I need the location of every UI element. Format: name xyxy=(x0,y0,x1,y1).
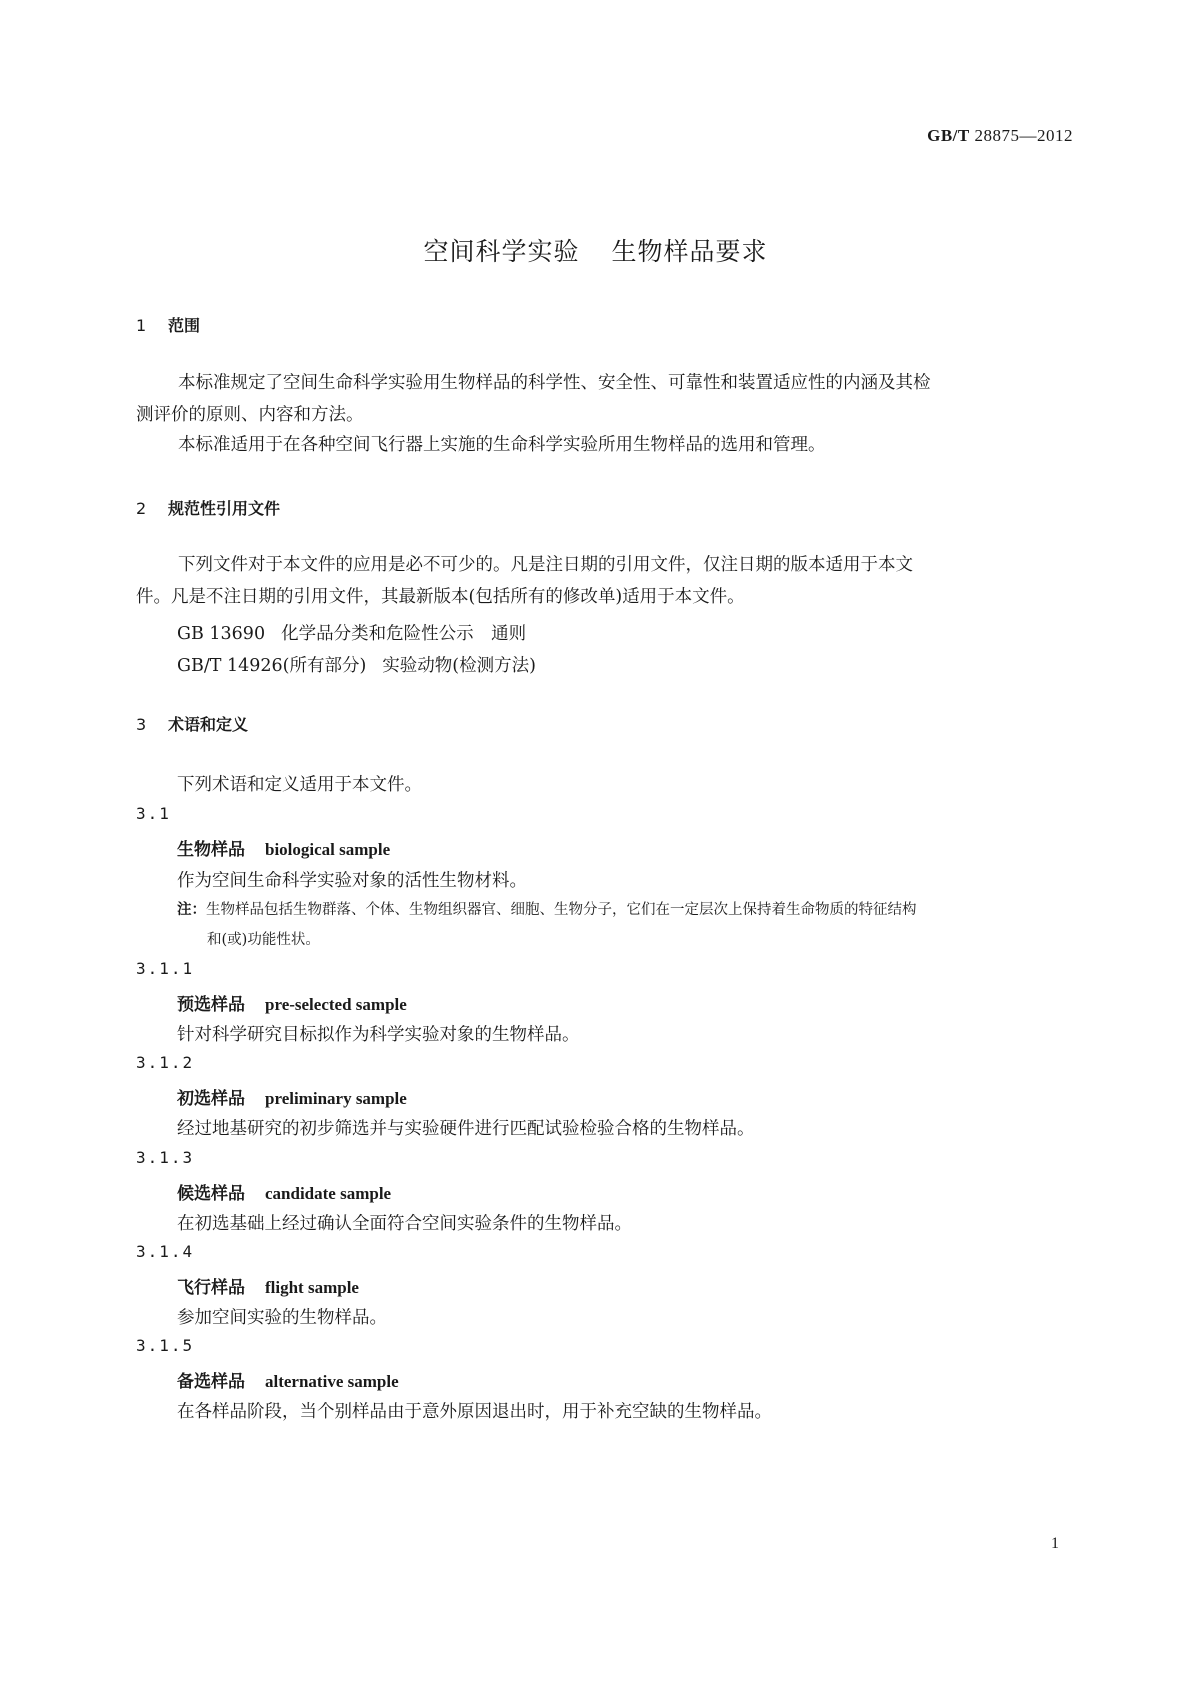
term-definition: 在初选基础上经过确认全面符合空间实验条件的生物样品。 xyxy=(177,1214,632,1234)
term-heading: 飞行样品 flight sample xyxy=(177,1278,359,1298)
clause-number: 3.1.1 xyxy=(136,959,195,978)
term-definition: 参加空间实验的生物样品。 xyxy=(177,1308,387,1328)
clause-number: 3.1.4 xyxy=(136,1242,195,1261)
term-definition: 作为空间生命科学实验对象的活性生物材料。 xyxy=(177,871,527,891)
term-definition: 针对科学研究目标拟作为科学实验对象的生物样品。 xyxy=(177,1025,580,1045)
term-definition: 在各样品阶段，当个别样品由于意外原因退出时，用于补充空缺的生物样品。 xyxy=(177,1402,772,1422)
document-title xyxy=(0,232,1191,268)
clause-number: 3.1 xyxy=(136,804,171,823)
normative-reference: GB 13690 化学品分类和危险性公示 通则 xyxy=(177,624,527,644)
normative-reference: GB/T 14926(所有部分) 实验动物(检测方法) xyxy=(177,656,536,676)
section-1-paragraph-2: 本标准适用于在各种空间飞行器上实施的生命科学实验所用生物样品的选用和管理。 xyxy=(178,435,826,455)
clause-number: 3.1.5 xyxy=(136,1336,195,1355)
section-1-paragraph-1: 本标准规定了空间生命科学实验用生物样品的科学性、安全性、可靠性和装置适应性的内涵及其检 测评价的原则、内容和方法。 xyxy=(136,373,931,425)
title-part-2: 生物样品要求 xyxy=(611,237,768,266)
standard-code: GB/T 28875—2012 xyxy=(927,126,1073,145)
title-part-1: 空间科学实验 xyxy=(423,237,580,266)
term-heading: 候选样品 candidate sample xyxy=(177,1184,392,1204)
term-note: 注：生物样品包括生物群落、个体、生物组织器官、细胞、生物分子，它们在一定层次上保持着生命物质的特征结构 和(或)功能性状。 xyxy=(177,902,917,948)
section-2-heading: 2 规范性引用文件 xyxy=(136,499,281,518)
term-heading: 备选样品 alternative sample xyxy=(177,1372,399,1392)
section-3-intro: 下列术语和定义适用于本文件。 xyxy=(177,775,422,795)
clause-number: 3.1.2 xyxy=(136,1053,195,1072)
section-3-heading: 3 术语和定义 xyxy=(136,715,249,734)
term-heading: 生物样品 biological sample xyxy=(177,840,391,860)
clause-number: 3.1.3 xyxy=(136,1148,195,1167)
term-heading: 初选样品 preliminary sample xyxy=(177,1089,407,1109)
term-definition: 经过地基研究的初步筛选并与实验硬件进行匹配试验检验合格的生物样品。 xyxy=(177,1119,755,1139)
term-heading: 预选样品 pre-selected sample xyxy=(177,995,407,1015)
section-1-heading: 1 范围 xyxy=(136,316,201,335)
section-2-paragraph: 下列文件对于本文件的应用是必不可少的。凡是注日期的引用文件，仅注日期的版本适用于本文 件。凡是不注日期的引用文件，其最新版本(包括所有的修改单)适用于本文件。 xyxy=(136,555,913,607)
page-number: 1 xyxy=(1051,1535,1059,1552)
